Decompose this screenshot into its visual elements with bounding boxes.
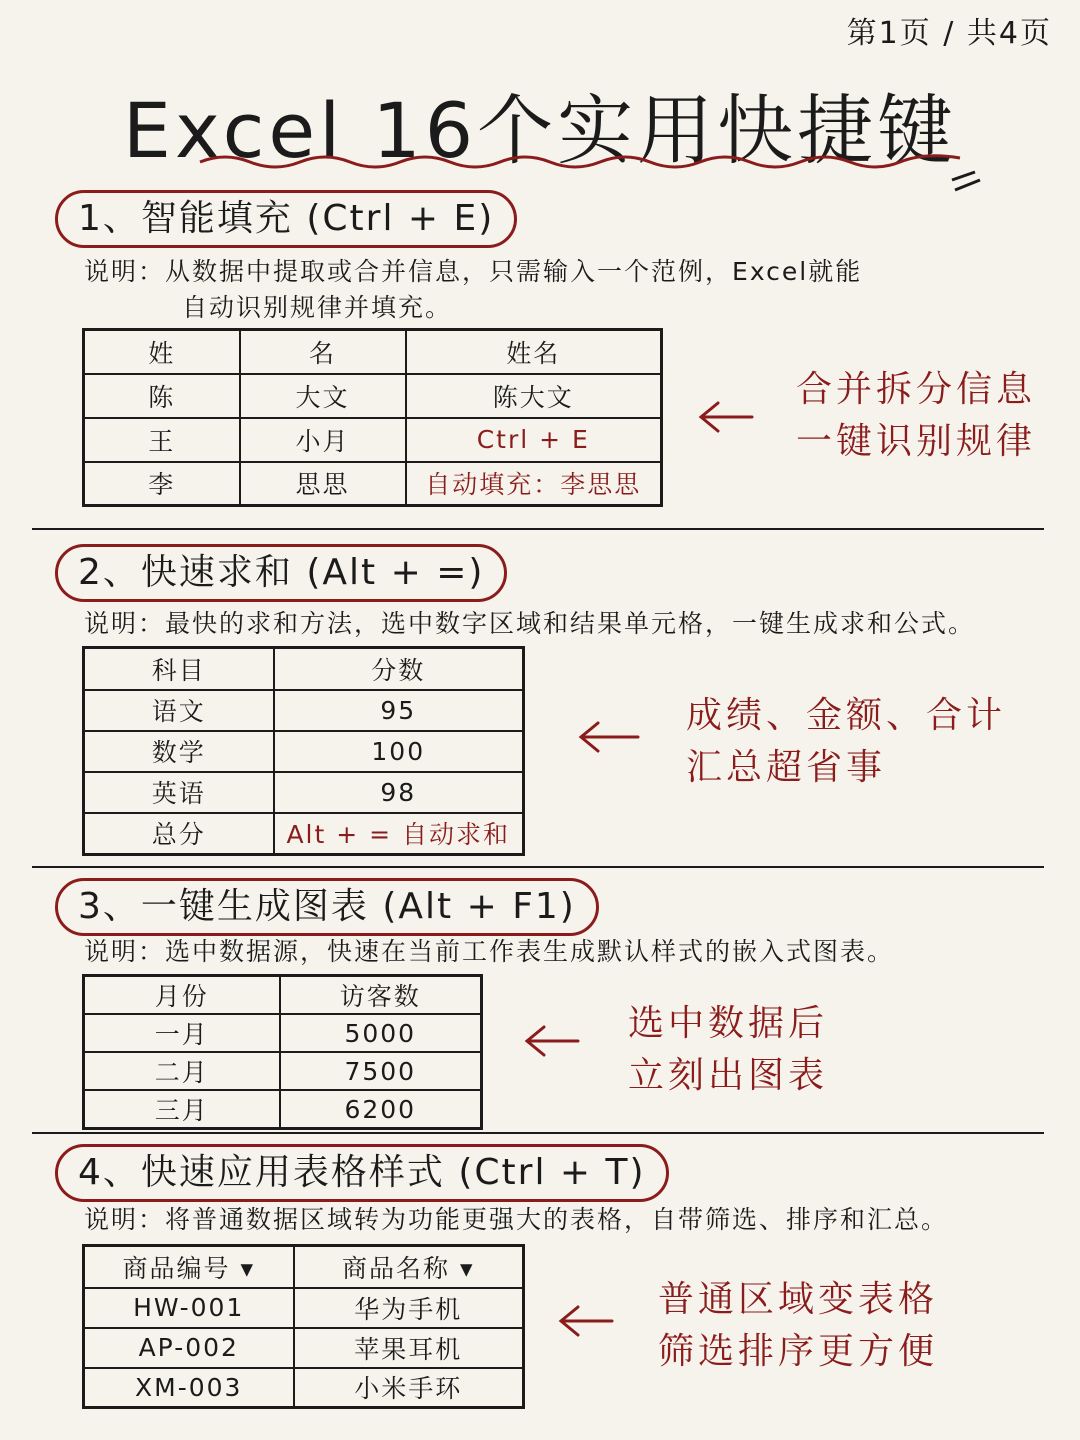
section-2-table [82,646,525,856]
note-line: 选中数据后 [628,1003,829,1044]
table-row [84,1368,524,1408]
table-cell: 思思 [240,462,406,506]
section-divider [32,1132,1044,1134]
section-4-table [82,1244,525,1409]
description-line-1: 最快的求和方法，选中数字区域和结果单元格，一键生成求和公式。 [165,609,976,638]
section-2-description [84,606,975,642]
table-cell: 小月 [240,418,406,462]
table-cell: 陈大文 [406,374,662,418]
table-cell: 5000 [280,1014,482,1052]
table-cell: 小米手环 [294,1368,524,1408]
table-cell: 大文 [240,374,406,418]
section-2-heading: 2、快速求和 (Alt + =) [55,544,507,602]
table-cell: HW-001 [84,1288,294,1328]
table-row [84,374,662,418]
section-3-description [84,934,894,970]
description-line-1: 选中数据源，快速在当前工作表生成默认样式的嵌入式图表。 [165,937,895,966]
table-row [84,772,524,813]
note-line: 合并拆分信息 [796,369,1037,410]
section-1-note [796,364,1036,468]
table-row [84,1090,482,1129]
table-header-cell: 商品名称 ▾ [294,1246,524,1288]
table-cell: 100 [274,731,524,772]
section-3-table [82,974,483,1130]
table-cell: 7500 [280,1052,482,1090]
section-3-heading: 3、一键生成图表 (Alt + F1) [55,878,599,936]
description-label: 说明： [84,257,166,286]
table-cell: 英语 [84,772,274,813]
section-1-heading: 1、智能填充 (Ctrl + E) [55,190,517,248]
table-cell: 98 [274,772,524,813]
note-line: 筛选排序更方便 [658,1331,939,1372]
table-row [84,1328,524,1368]
table-row [84,690,524,731]
left-arrow-icon [556,1304,616,1338]
section-4-note [658,1274,938,1378]
table-row [84,462,662,506]
table-cell: XM-003 [84,1368,294,1408]
section-4-description [84,1202,948,1238]
table-cell-highlight: Ctrl + E [406,418,662,462]
description-label: 说明： [84,1205,166,1234]
table-cell: 李 [84,462,240,506]
description-line-2: 自动识别规律并填充。 [182,293,453,322]
table-row [84,1288,524,1328]
description-line-1: 从数据中提取或合并信息，只需输入一个范例，Excel就能 [165,257,863,286]
table-cell: 数学 [84,731,274,772]
note-line: 立刻出图表 [628,1055,829,1096]
table-header-cell: 姓 [84,330,240,374]
description-line-1: 将普通数据区域转为功能更强大的表格，自带筛选、排序和汇总。 [165,1205,949,1234]
table-header-row [84,1246,524,1288]
left-arrow-icon [696,400,756,434]
section-2-note [686,690,1006,794]
table-cell: 王 [84,418,240,462]
table-row [84,813,524,855]
section-divider [32,528,1044,530]
table-cell-highlight: 自动填充：李思思 [406,462,662,506]
section-3-note [628,998,828,1102]
table-cell: 6200 [280,1090,482,1129]
table-cell: 总分 [84,813,274,855]
table-header-row [84,976,482,1015]
table-header-cell: 名 [240,330,406,374]
table-cell-highlight: Alt + = 自动求和 [274,813,524,855]
table-header-cell: 科目 [84,648,274,690]
left-arrow-icon [576,720,642,754]
table-cell: 苹果耳机 [294,1328,524,1368]
note-line: 汇总超省事 [686,747,887,788]
table-row [84,1052,482,1090]
note-line: 成绩、金额、合计 [686,695,1007,736]
table-row [84,731,524,772]
table-header-cell: 访客数 [280,976,482,1015]
section-divider [32,866,1044,868]
note-line: 普通区域变表格 [658,1279,939,1320]
table-header-cell: 姓名 [406,330,662,374]
description-label: 说明： [84,937,166,966]
table-header-cell: 月份 [84,976,280,1015]
page-title: Excel 16个实用快捷键 [122,86,958,175]
section-1-table [82,328,663,507]
table-header-row [84,330,662,374]
table-cell: 语文 [84,690,274,731]
table-cell: 华为手机 [294,1288,524,1328]
table-cell: 三月 [84,1090,280,1129]
page-indicator: 第1页 / 共4页 [846,16,1052,51]
table-cell: 二月 [84,1052,280,1090]
table-header-cell: 商品编号 ▾ [84,1246,294,1288]
table-cell: 95 [274,690,524,731]
note-line: 一键识别规律 [796,421,1037,462]
table-cell: 陈 [84,374,240,418]
section-4-heading: 4、快速应用表格样式 (Ctrl + T) [55,1144,669,1202]
table-header-cell: 分数 [274,648,524,690]
left-arrow-icon [522,1024,582,1058]
description-label: 说明： [84,609,166,638]
table-cell: AP-002 [84,1328,294,1368]
table-row [84,418,662,462]
section-1-description [84,254,862,326]
table-row [84,1014,482,1052]
table-cell: 一月 [84,1014,280,1052]
table-header-row [84,648,524,690]
